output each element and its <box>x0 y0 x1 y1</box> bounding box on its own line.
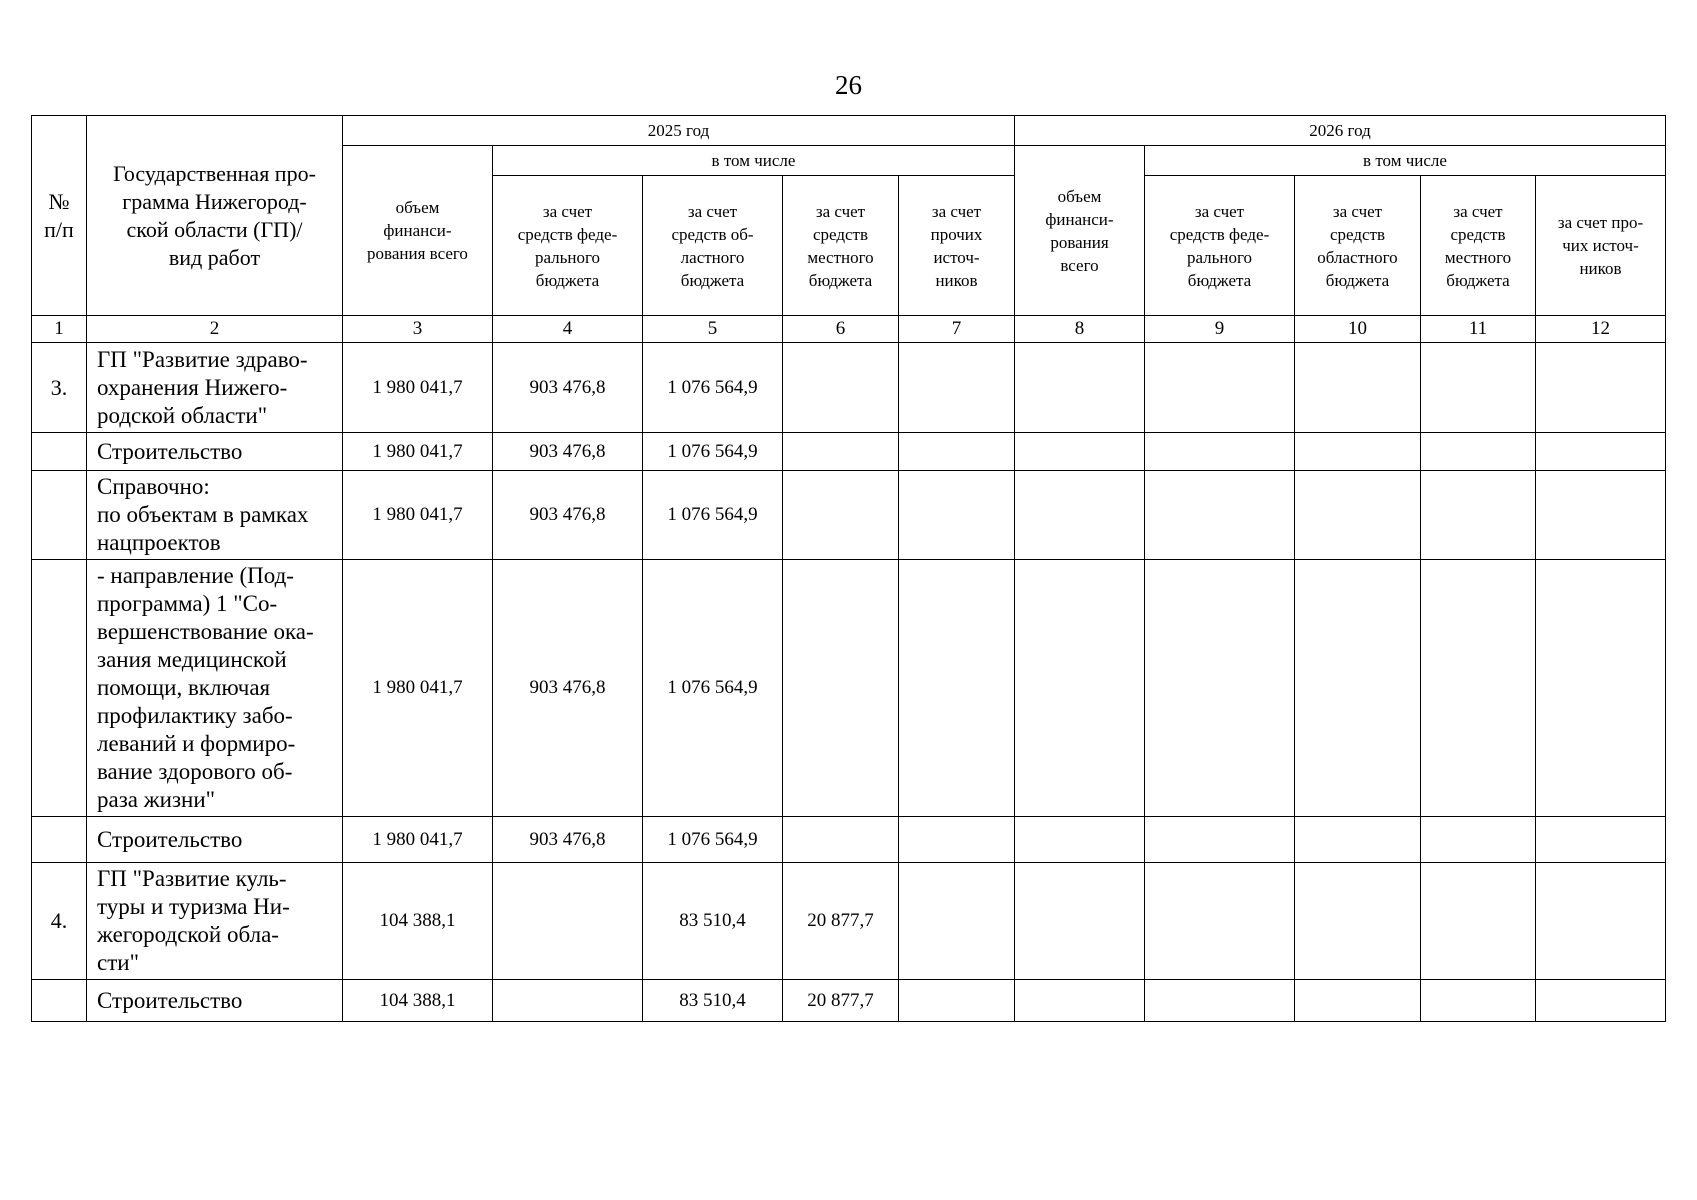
row-name: Справочно: по объектам в рамках нацпроектов <box>87 471 343 560</box>
cell-2026-federal <box>1145 343 1295 433</box>
budget-table <box>31 115 1666 1022</box>
table-row <box>32 863 1666 980</box>
cell-2026-local <box>1421 863 1536 980</box>
cell-2026-regional <box>1295 471 1421 560</box>
column-number: 1 <box>32 316 87 343</box>
cell-2026-regional <box>1295 980 1421 1022</box>
cell-2026-total <box>1015 817 1145 863</box>
cell-2025-regional: 1 076 564,9 <box>643 560 783 817</box>
cell-2026-federal <box>1145 471 1295 560</box>
header-2026-local: за счет средств местного бюджета <box>1421 176 1536 316</box>
row-name: Строительство <box>87 980 343 1022</box>
cell-2026-total <box>1015 560 1145 817</box>
table-row <box>32 980 1666 1022</box>
column-number: 2 <box>87 316 343 343</box>
cell-2025-total: 1 980 041,7 <box>343 471 493 560</box>
cell-2026-local <box>1421 560 1536 817</box>
row-number <box>32 560 87 817</box>
header-2026-incl: в том числе <box>1145 146 1666 176</box>
row-number: 3. <box>32 343 87 433</box>
header-2026-total: объем финанси- рования всего <box>1015 146 1145 316</box>
cell-2025-local <box>783 817 899 863</box>
cell-2025-regional: 1 076 564,9 <box>643 343 783 433</box>
cell-2026-local <box>1421 343 1536 433</box>
header-num: № п/п <box>32 116 87 316</box>
row-number: 4. <box>32 863 87 980</box>
cell-2026-regional <box>1295 343 1421 433</box>
cell-2026-other <box>1536 433 1666 471</box>
header-2026-other: за счет про- чих источ- ников <box>1536 176 1666 316</box>
cell-2026-total <box>1015 980 1145 1022</box>
row-name: ГП "Развитие куль- туры и туризма Ни- жегородской обла- сти" <box>87 863 343 980</box>
cell-2025-local <box>783 343 899 433</box>
cell-2026-regional <box>1295 817 1421 863</box>
cell-2025-federal <box>493 863 643 980</box>
header-2025-incl: в том числе <box>493 146 1015 176</box>
header-year-2026: 2026 год <box>1015 116 1666 146</box>
cell-2025-local: 20 877,7 <box>783 980 899 1022</box>
row-name: Строительство <box>87 433 343 471</box>
cell-2026-federal <box>1145 863 1295 980</box>
cell-2026-federal <box>1145 817 1295 863</box>
cell-2025-other <box>899 863 1015 980</box>
cell-2026-other <box>1536 980 1666 1022</box>
row-number <box>32 980 87 1022</box>
cell-2025-total: 104 388,1 <box>343 863 493 980</box>
column-number: 3 <box>343 316 493 343</box>
column-number: 9 <box>1145 316 1295 343</box>
cell-2025-federal: 903 476,8 <box>493 343 643 433</box>
header-year-2025: 2025 год <box>343 116 1015 146</box>
cell-2025-regional: 1 076 564,9 <box>643 433 783 471</box>
cell-2025-federal: 903 476,8 <box>493 471 643 560</box>
cell-2025-total: 1 980 041,7 <box>343 433 493 471</box>
header-2026-regional: за счет средств областного бюджета <box>1295 176 1421 316</box>
cell-2025-other <box>899 343 1015 433</box>
cell-2026-other <box>1536 343 1666 433</box>
header-row-years <box>32 116 1666 146</box>
cell-2026-federal <box>1145 980 1295 1022</box>
cell-2025-other <box>899 817 1015 863</box>
column-number: 8 <box>1015 316 1145 343</box>
cell-2025-total: 1 980 041,7 <box>343 560 493 817</box>
cell-2026-total <box>1015 863 1145 980</box>
cell-2025-local <box>783 471 899 560</box>
row-name: Строительство <box>87 817 343 863</box>
cell-2025-federal: 903 476,8 <box>493 433 643 471</box>
header-2025-other: за счет прочих источ- ников <box>899 176 1015 316</box>
table-row <box>32 817 1666 863</box>
cell-2025-regional: 83 510,4 <box>643 980 783 1022</box>
cell-2026-local <box>1421 817 1536 863</box>
header-2025-regional: за счет средств об- ластного бюджета <box>643 176 783 316</box>
table-row <box>32 560 1666 817</box>
cell-2025-other <box>899 980 1015 1022</box>
cell-2026-other <box>1536 560 1666 817</box>
column-number: 11 <box>1421 316 1536 343</box>
header-2025-total: объем финанси- рования всего <box>343 146 493 316</box>
cell-2026-regional <box>1295 560 1421 817</box>
cell-2025-other <box>899 560 1015 817</box>
cell-2025-local <box>783 433 899 471</box>
cell-2025-federal: 903 476,8 <box>493 560 643 817</box>
cell-2025-other <box>899 471 1015 560</box>
table-row <box>32 343 1666 433</box>
cell-2025-total: 1 980 041,7 <box>343 343 493 433</box>
cell-2025-federal: 903 476,8 <box>493 817 643 863</box>
header-2025-federal: за счет средств феде- рального бюджета <box>493 176 643 316</box>
column-number-row <box>32 316 1666 343</box>
cell-2026-local <box>1421 471 1536 560</box>
cell-2026-federal <box>1145 433 1295 471</box>
table-row <box>32 433 1666 471</box>
cell-2026-total <box>1015 471 1145 560</box>
cell-2026-regional <box>1295 433 1421 471</box>
cell-2025-regional: 1 076 564,9 <box>643 817 783 863</box>
row-number <box>32 471 87 560</box>
cell-2026-other <box>1536 471 1666 560</box>
row-name: - направление (Под- программа) 1 "Со- вершенствование ока- зания медицинской помощи, включая профилактику забо- леваний и формиро- вание здорового об- раза жизни" <box>87 560 343 817</box>
cell-2025-total: 1 980 041,7 <box>343 817 493 863</box>
column-number: 6 <box>783 316 899 343</box>
cell-2026-local <box>1421 433 1536 471</box>
row-number <box>32 817 87 863</box>
cell-2026-total <box>1015 343 1145 433</box>
cell-2026-other <box>1536 817 1666 863</box>
column-number: 5 <box>643 316 783 343</box>
column-number: 12 <box>1536 316 1666 343</box>
cell-2025-total: 104 388,1 <box>343 980 493 1022</box>
cell-2025-other <box>899 433 1015 471</box>
column-number: 10 <box>1295 316 1421 343</box>
cell-2025-federal <box>493 980 643 1022</box>
row-number <box>32 433 87 471</box>
cell-2026-local <box>1421 980 1536 1022</box>
column-number: 7 <box>899 316 1015 343</box>
row-name: ГП "Развитие здраво- охранения Нижего- родской области" <box>87 343 343 433</box>
table-row <box>32 471 1666 560</box>
cell-2025-regional: 83 510,4 <box>643 863 783 980</box>
cell-2026-regional <box>1295 863 1421 980</box>
column-number: 4 <box>493 316 643 343</box>
header-2026-federal: за счет средств феде- рального бюджета <box>1145 176 1295 316</box>
cell-2026-other <box>1536 863 1666 980</box>
header-name: Государственная про- грамма Нижегород- ской области (ГП)/ вид работ <box>87 116 343 316</box>
cell-2025-regional: 1 076 564,9 <box>643 471 783 560</box>
cell-2026-federal <box>1145 560 1295 817</box>
cell-2026-total <box>1015 433 1145 471</box>
cell-2025-local <box>783 560 899 817</box>
header-2025-local: за счет средств местного бюджета <box>783 176 899 316</box>
page-number: 26 <box>835 70 862 100</box>
cell-2025-local: 20 877,7 <box>783 863 899 980</box>
